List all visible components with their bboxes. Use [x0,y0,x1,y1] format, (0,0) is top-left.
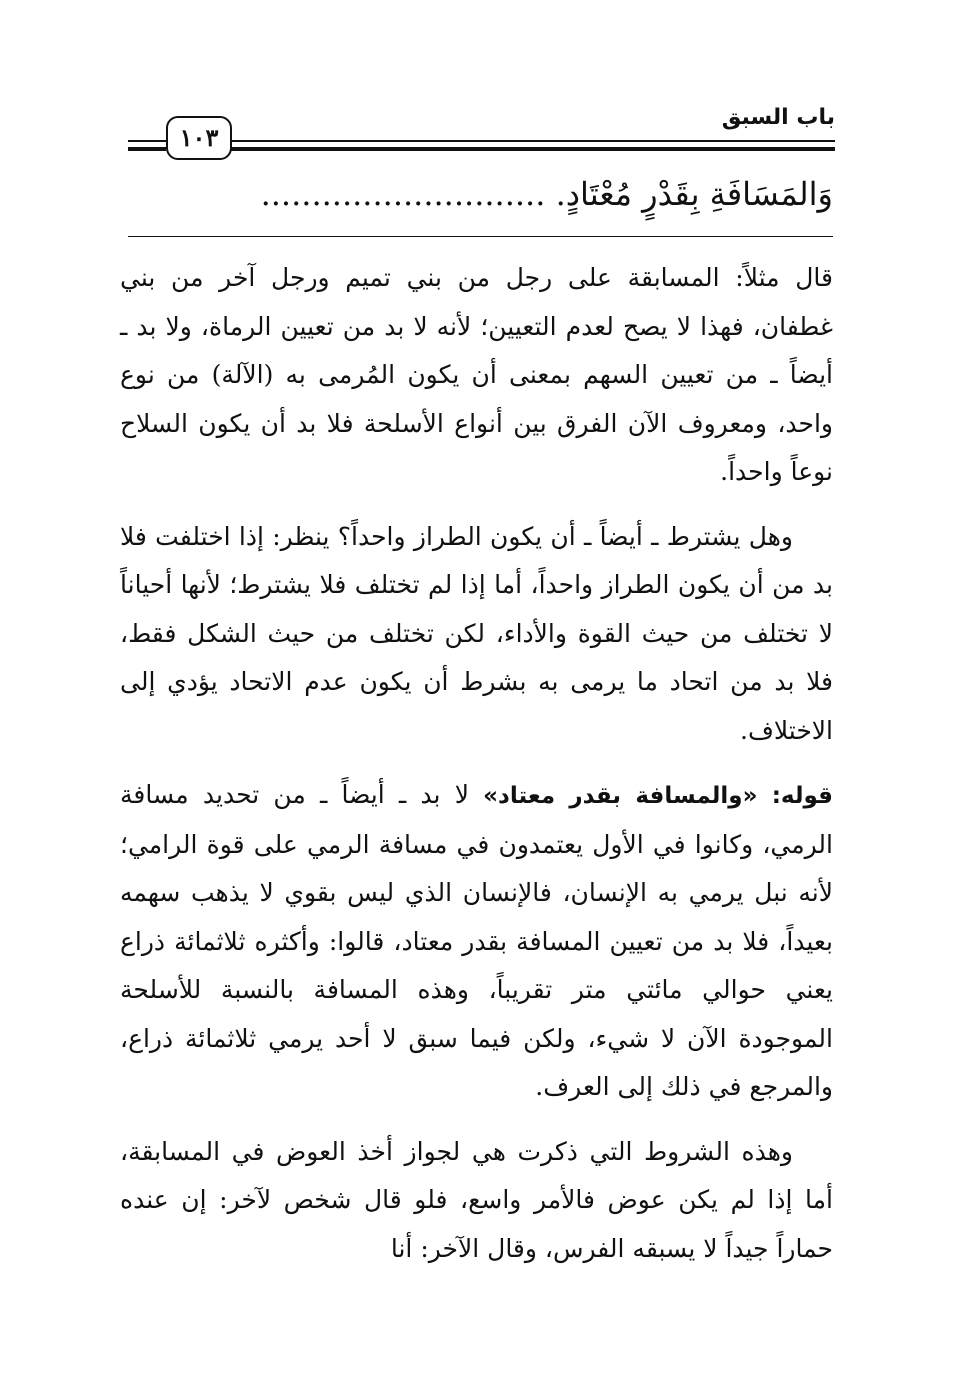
paragraph [120,771,833,1112]
matn-text: وَالمَسَافَةِ بِقَدْرٍ مُعْتَادٍ. [555,175,833,213]
paragraph-lead: قوله: «والمسافة بقدر معتاد» [483,783,833,809]
paragraph-text: وهل يشترط ـ أيضاً ـ أن يكون الطراز واحداً؟ ينظر: إذا اختلفت فلا بد من أن يكون الطراز واحداً، أما إذا لم تختلف فلا يشترط؛ لأنها أحياناً لا تختلف من حيث القوة والأداء، لكن تختلف من حيث الشكل فقط، فلا بد من اتحاد ما يرمى به بشرط أن يكون عدم الاتحاد يؤدي إلى الاختلاف. [120,521,833,745]
matn-dots: ............................ [260,175,546,213]
paragraph-text: لا بد ـ أيضاً ـ من تحديد مسافة الرمي، وكانوا في الأول يعتمدون في مسافة الرمي على قوة الرامي؛ لأنه نبل يرمي به الإنسان، فالإنسان الذي ليس بقوي لا يذهب سهمه بعيداً، فلا بد من تعيين المسافة بقدر معتاد، قالوا: وأكثره ثلاثمائة ذراع يعني حوالي مائتي متر تقريباً، وهذه المسافة بالنسبة للأسلحة الموجودة الآن لا شيء، ولكن فيما سبق لا أحد يرمي ثلاثمائة ذراع، والمرجع في ذلك إلى العرف. [120,780,833,1101]
page-number: ١٠٣ [166,116,232,160]
chapter-title: باب السبق [721,105,835,130]
header-rule-left-thick [128,147,166,151]
paragraph [120,254,833,497]
header-rule [230,140,835,142]
paragraph [120,1128,833,1274]
paragraph-text: وهذه الشروط التي ذكرت هي لجواز أخذ العوض في المسابقة، أما إذا لم يكن عوض فالأمر واسع، فلو قال شخص لآخر: إن عنده حماراً جيداً لا يسبقه الفرس، وقال الآخر: أنا [120,1136,833,1263]
header-rule-thick [230,147,835,151]
commentary-body [120,254,833,1289]
paragraph [120,513,833,756]
separator-line [128,236,833,237]
header-rule-left [128,140,166,142]
paragraph-text: قال مثلاً: المسابقة على رجل من بني تميم ورجل آخر من بني غطفان، فهذا لا يصح لعدم التعيين؛ لأنه لا بد من تعيين الرماة، ولا بد ـ أيضاً ـ من تعيين السهم بمعنى أن يكون المُرمى به (الآلة) من نوع واحد، ومعروف الآن الفرق بين أنواع الأسلحة فلا بد أن يكون السلاح نوعاً واحداً. [120,263,833,486]
matn-line [123,170,833,218]
